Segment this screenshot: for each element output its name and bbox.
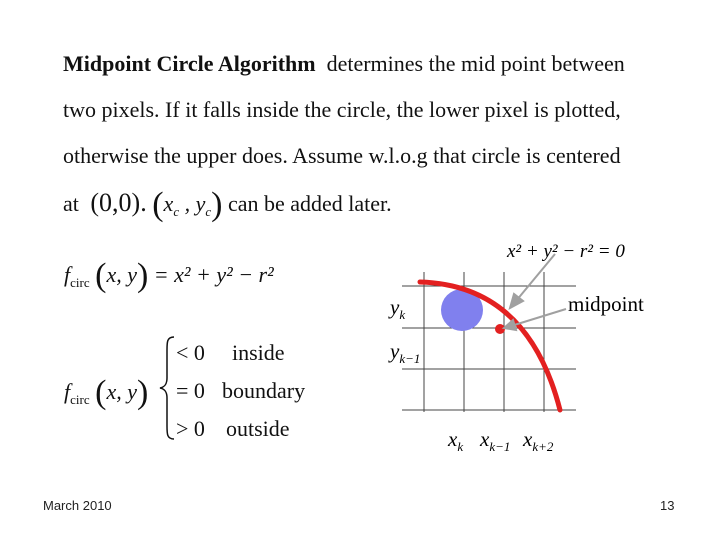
circle-arc bbox=[420, 282, 560, 410]
intro-line-1 bbox=[63, 53, 625, 75]
intro-at: at bbox=[63, 191, 79, 216]
case-outside-cond: > 0 bbox=[176, 416, 205, 441]
midpoint-label: midpoint bbox=[568, 292, 644, 316]
center-paren-close: ) bbox=[211, 186, 223, 223]
circle-function-definition: $f_{circ}$ (x, y) = x² + y² − r² bbox=[64, 257, 274, 294]
function-expression: = x² + y² − r² bbox=[153, 262, 274, 287]
pixel-grid bbox=[402, 272, 576, 412]
intro-line-2: two pixels. If it falls inside the circle, the lower pixel is plotted, bbox=[63, 97, 621, 122]
y-label-k-minus-1: $y_{k-1}$ bbox=[390, 339, 421, 366]
piecewise-brace bbox=[158, 334, 178, 442]
intro-line-3: otherwise the upper does. Assume w.l.o.g that circle is centered bbox=[63, 143, 621, 168]
midpoint-dot bbox=[495, 324, 505, 334]
center-paren-open: ( bbox=[152, 186, 164, 223]
case-outside-label: outside bbox=[226, 416, 290, 441]
intro-line-4-rest: can be added later. bbox=[227, 191, 392, 216]
case-inside-label: inside bbox=[232, 340, 285, 365]
function-args: x, y bbox=[106, 262, 137, 287]
y-label-k: $y_k$ bbox=[390, 295, 406, 322]
origin-point: (0,0). bbox=[90, 188, 147, 217]
case-inside-cond: < 0 bbox=[176, 340, 205, 365]
curve-equation: x² + y² − r² = 0 bbox=[507, 241, 625, 262]
footer-date: March 2010 bbox=[43, 498, 112, 513]
intro-line-1-rest: determines the mid point between bbox=[326, 51, 625, 76]
function-symbol: f bbox=[64, 262, 71, 287]
x-label-k-plus-2: $x_{k+2}$ bbox=[523, 427, 554, 454]
midpoint-diagram bbox=[380, 230, 680, 460]
case-boundary-cond: = 0 bbox=[176, 378, 205, 403]
x-label-k-minus-1: $x_{k-1}$ bbox=[480, 427, 511, 454]
x-label-k: $x_k$ bbox=[448, 427, 464, 454]
intro-line-4 bbox=[63, 186, 392, 223]
page-number: 13 bbox=[660, 498, 675, 513]
piecewise-function: $f_{circ}$ (x, y) bbox=[64, 374, 149, 411]
algorithm-name: Midpoint Circle Algorithm bbox=[63, 51, 316, 76]
case-boundary-label: boundary bbox=[222, 378, 306, 403]
center-coordinates: $x_c$ , $y_c$ bbox=[163, 191, 212, 219]
callout-arrows bbox=[504, 254, 566, 330]
function-subscript: circ bbox=[70, 275, 90, 290]
